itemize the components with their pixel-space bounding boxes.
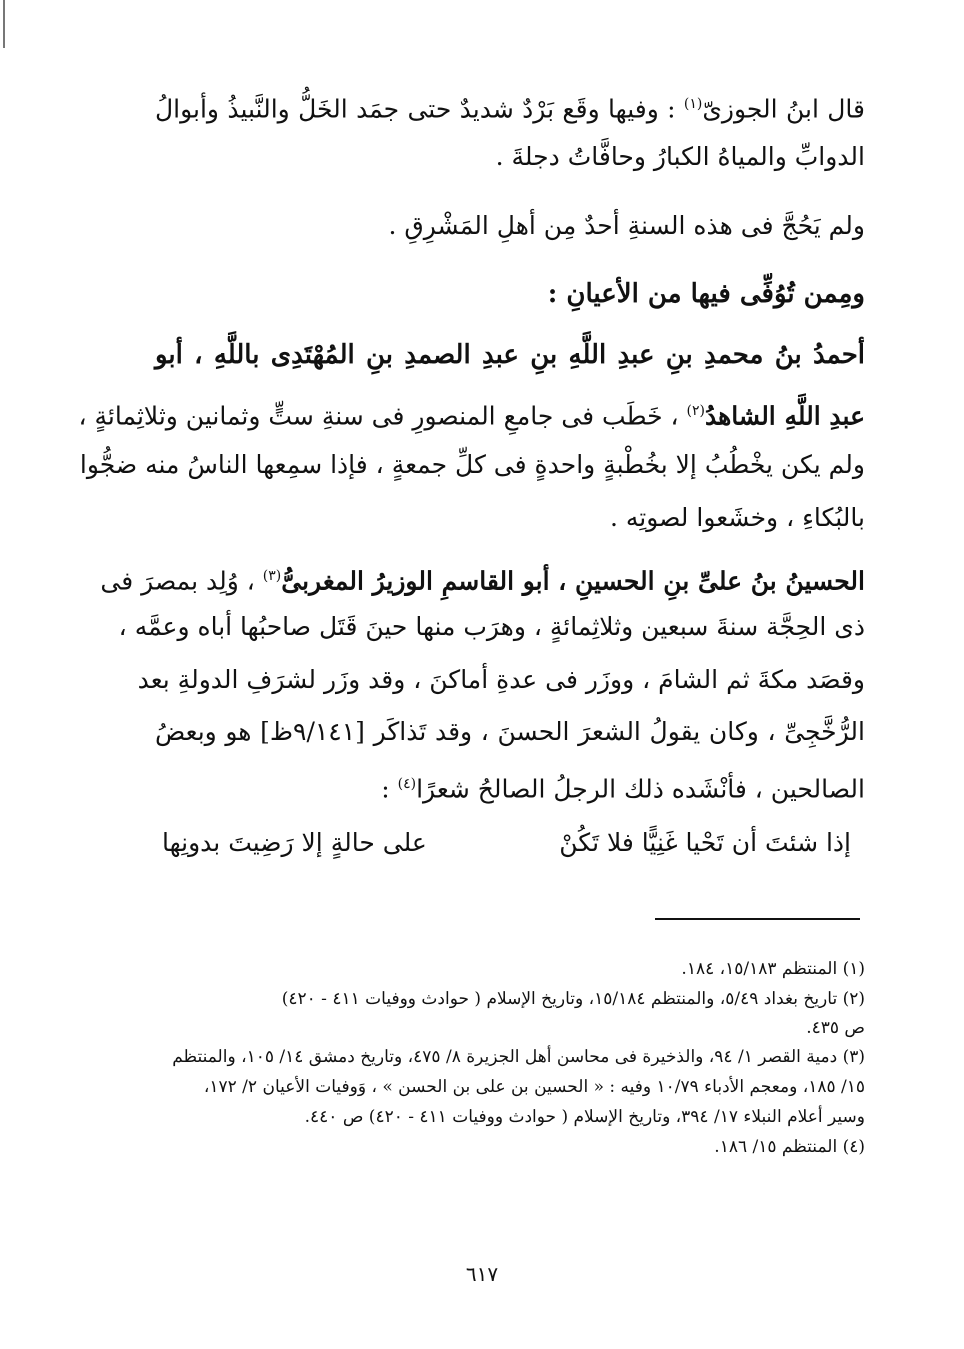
body-text: قال ابنُ الجوزىّ: [702, 94, 865, 124]
footnote-2-cont: ص ٤٣٥.: [806, 1018, 865, 1038]
body-text: ، خَطَب فى جامعِ المنصورِ فى سنةِ ستٍّ وثمانين وثلاثِمائةٍ ،: [78, 401, 687, 431]
body-line: [100, 558, 865, 599]
footnote-3-cont: وسير أعلام النبلاء ١٧/ ٣٩٤، وتاريخ الإسلام ( حوادث ووفيات ٤١١ - ٤٢٠) ص ٤٤٠.: [304, 1107, 865, 1127]
footnote-ref[interactable]: (١): [683, 96, 703, 112]
body-line: [78, 393, 865, 434]
body-line: ولم يكن يخْطُبُ إلا بخُطْبةٍ واحدةٍ فى كلِّ جمعةٍ ، فإذا سمِعها الناسُ منه ضجُّوا: [79, 450, 865, 479]
entry-title-text: الحسينُ بنُ علىِّ بنِ الحسينِ ، أبو القاسمِ الوزيرُ المغربىُّ: [281, 566, 865, 596]
footnote-3-cont: ١٥/ ١٨٥، ومعجم الأدباء ١٠/٧٩ وفيه : « الحسين بن على بن الحسن » ، وَوفيات الأعيان ٢/ ١٧٢،: [203, 1077, 865, 1097]
body-line: الدوابِّ والمياهُ الكبارُ وحافَّاتُ دجلةَ .: [495, 142, 865, 171]
verse-second-hemistich: على حالةٍ إلا رَضِيتَ بدونِها: [162, 828, 427, 857]
body-line: بالبُكاءِ ، وخشَعوا لصوتِه .: [609, 503, 865, 532]
scan-edge-mark: [3, 0, 5, 48]
body-text: : وفيها وقَع بَرْدٌ شديدٌ حتى جمَد الخَلُّ والنَّبيذُ وأبوالُ: [155, 94, 684, 124]
body-line: الرُّخَّجِىِّ ، وكان يقولُ الشعرَ الحسنَ ، وقد تَذاكَر [٩/١٤١ظ] هو وبعضُ: [155, 717, 865, 746]
footnote-ref[interactable]: (٤): [397, 776, 417, 792]
section-heading: ومِمن تُوُفِّى فيها من الأعيانِ :: [547, 279, 865, 309]
body-line: [155, 86, 865, 127]
footnote-2: (٢) تاريخ بغداد ٥/٤٩، والمنتظم ١٥/١٨٤، وتاريخ الإسلام ( حوادث ووفيات ٤١١ - ٤٢٠): [281, 989, 865, 1009]
body-text: :: [381, 774, 398, 804]
body-line: [155, 766, 865, 807]
footnote-3: (٣) دمية القصر ١/ ٩٤، والذخيرة فى محاسن أهل الجزيرة ٨/ ٤٧٥، وتاريخ دمشق ١٤/ ١٠٥، والمنتظم: [172, 1047, 865, 1067]
footnote-divider: [655, 918, 860, 920]
footnote-ref[interactable]: (٣): [262, 568, 282, 584]
body-text: الصالحين ، فأنْشَده ذلك الرجلُ الصالحُ شعرًا: [416, 774, 865, 804]
body-line: وقصَد مكةَ ثم الشامَ ، ووزَر فى عدةِ أماكنَ ، وقد وزَر لشرَفِ الدولةِ بعد: [137, 665, 865, 694]
footnote-ref[interactable]: (٢): [686, 403, 705, 419]
entry-title-line: أحمدُ بنُ محمدِ بنِ عبدِ اللَّهِ بنِ عبدِ الصمدِ بنِ المُهْتَدِى باللَّهِ ، أبو: [155, 340, 865, 370]
page-number: ٦١٧: [465, 1262, 499, 1286]
body-line: ولم يَحُجَّ فى هذه السنةِ أحدٌ مِن أهلِ المَشْرِقِ .: [388, 211, 865, 240]
footnote-4: (٤) المنتظم ١٥/ ١٨٦.: [714, 1137, 865, 1157]
body-line: ذى الحِجَّة سنةَ سبعين وثلاثِمائةٍ ، وهرَب منها حينَ قَتَل صاحبُها أباه وعمَّه ،: [118, 612, 865, 641]
body-text: ، وُلِد بمصرَ فى: [100, 566, 263, 596]
entry-title-text: عبدِ اللَّهِ الشاهدُ: [704, 401, 865, 431]
verse-first-hemistich: إذا شئتَ أن تَحْيا غَنِيًّا فلا تَكُنْ: [559, 828, 851, 857]
footnote-1: (١) المنتظم ١٥/١٨٣، ١٨٤.: [681, 959, 865, 979]
